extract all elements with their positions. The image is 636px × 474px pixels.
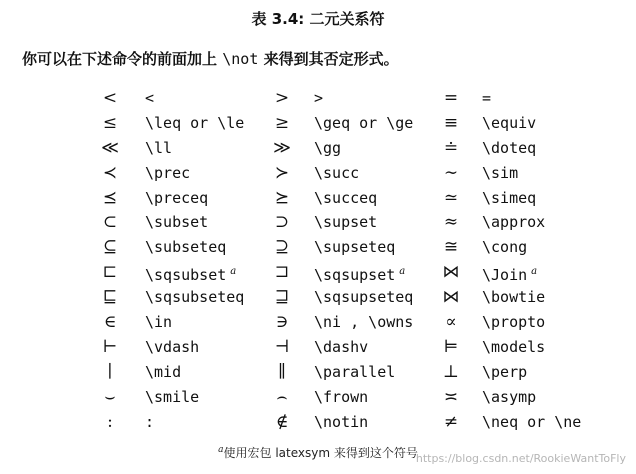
- symbol-command: [145, 285, 244, 309]
- footnote-marker: a: [531, 266, 538, 278]
- symbol-command: [314, 136, 341, 160]
- symbol-command: [145, 360, 181, 384]
- symbol-row: [0, 161, 636, 186]
- symbol-glyph: ⊥: [443, 361, 459, 382]
- command-text: \models: [482, 337, 546, 356]
- symbol-command: [145, 210, 208, 234]
- symbol-glyph: ⊑: [102, 287, 118, 308]
- command-text: \propto: [482, 313, 546, 332]
- symbol-glyph: ≃: [443, 187, 459, 208]
- command-text: \smile: [145, 387, 200, 406]
- symbol-command: [482, 161, 518, 185]
- command-text: \succ: [314, 163, 360, 182]
- symbol-command: [145, 86, 154, 110]
- symbol-command: [314, 161, 359, 185]
- command-text: \notin: [314, 412, 369, 431]
- command-text: \Join: [482, 266, 528, 285]
- command-text: \parallel: [314, 362, 396, 381]
- symbol-command: [482, 360, 527, 384]
- table-title: 表 3.4: 二元关系符: [251, 10, 385, 28]
- symbol-glyph: ≅: [443, 237, 459, 258]
- symbol-glyph: ⊣: [274, 336, 290, 357]
- command-text: \asymp: [482, 387, 537, 406]
- command-text: \frown: [314, 387, 369, 406]
- footnote-marker: a: [399, 266, 406, 278]
- symbol-command: [145, 410, 154, 434]
- command-text: \gg: [314, 138, 342, 157]
- symbol-glyph: ∋: [275, 312, 289, 333]
- command-text: \supset: [314, 213, 378, 232]
- symbol-row: [0, 235, 636, 260]
- symbol-command: [482, 86, 491, 110]
- symbol-glyph: ≺: [102, 162, 118, 183]
- command-text: \perp: [482, 362, 528, 381]
- symbol-row: [0, 335, 636, 360]
- symbol-command: [482, 111, 536, 135]
- command-text: >: [314, 89, 324, 107]
- footnote-marker: a: [218, 445, 224, 455]
- symbol-row: [0, 186, 636, 211]
- intro-suffix: 来得到其否定形式。: [263, 50, 399, 68]
- symbol-command: [482, 210, 545, 234]
- symbol-glyph: ∼: [443, 162, 459, 183]
- command-text: \doteq: [482, 138, 537, 157]
- symbol-row: [0, 136, 636, 161]
- symbol-command: [314, 260, 405, 287]
- command-text: \subseteq: [145, 238, 227, 257]
- symbol-command: [314, 335, 368, 359]
- symbol-glyph: ⋈: [442, 262, 460, 283]
- symbol-command: [482, 335, 545, 359]
- symbol-glyph: :: [107, 411, 113, 432]
- symbol-command: [482, 410, 581, 434]
- command-text: \sqsupset: [314, 266, 396, 285]
- symbol-glyph: ∝: [445, 312, 457, 333]
- symbol-glyph: ⊃: [274, 212, 290, 233]
- command-text: \sqsubseteq: [145, 288, 245, 307]
- command-text: \supseteq: [314, 238, 396, 257]
- symbol-row: [0, 385, 636, 410]
- relation-symbols-table: [0, 86, 636, 434]
- symbol-glyph: <: [102, 88, 118, 108]
- symbol-row: [0, 285, 636, 310]
- command-text: \preceq: [145, 188, 209, 207]
- symbol-command: [314, 410, 368, 434]
- symbol-row: [0, 260, 636, 285]
- command-text: \geq or \ge: [314, 113, 414, 132]
- symbol-command: [314, 310, 413, 334]
- symbol-glyph: ≻: [274, 162, 290, 183]
- command-text: \leq or \le: [145, 113, 245, 132]
- symbol-command: [314, 285, 413, 309]
- symbol-command: [482, 136, 536, 160]
- intro-command: \not: [222, 50, 259, 68]
- symbol-row: [0, 86, 636, 111]
- symbol-row: [0, 410, 636, 435]
- watermark: https://blog.csdn.net/RookieWantToFly: [415, 452, 626, 465]
- command-text: \in: [145, 313, 173, 332]
- symbol-command: [482, 285, 545, 309]
- symbol-glyph: ⊒: [274, 287, 290, 308]
- symbol-command: [314, 186, 377, 210]
- command-text: \subset: [145, 213, 209, 232]
- command-text: \prec: [145, 163, 191, 182]
- symbol-glyph: ≍: [443, 386, 459, 407]
- symbol-glyph: ⪰: [274, 187, 290, 208]
- symbol-command: [314, 210, 377, 234]
- symbol-command: [145, 335, 199, 359]
- symbol-command: [145, 186, 208, 210]
- command-text: \approx: [482, 213, 546, 232]
- symbol-glyph: ≈: [443, 212, 459, 233]
- command-text: <: [145, 89, 155, 107]
- symbol-row: [0, 310, 636, 335]
- symbol-glyph: ≤: [102, 112, 118, 133]
- symbol-command: [145, 310, 172, 334]
- symbol-glyph: ⊂: [102, 212, 118, 233]
- symbol-glyph: >: [274, 88, 290, 108]
- symbol-command: [482, 385, 536, 409]
- symbol-glyph: ⌢: [276, 386, 288, 407]
- intro-prefix: 你可以在下述命令的前面加上: [22, 50, 218, 68]
- symbol-glyph: =: [443, 88, 459, 108]
- command-text: \neq or \ne: [482, 412, 582, 431]
- symbol-glyph: ⊢: [102, 336, 118, 357]
- command-text: \vdash: [145, 337, 200, 356]
- symbol-command: [145, 260, 236, 287]
- symbol-command: [145, 235, 226, 259]
- symbol-glyph: ∣: [107, 361, 113, 382]
- command-text: :: [145, 412, 155, 431]
- symbol-glyph: ∥: [278, 361, 286, 382]
- symbol-command: [314, 385, 368, 409]
- symbol-glyph: ∉: [275, 411, 289, 432]
- command-text: =: [482, 89, 492, 107]
- footnote-text: 使用宏包 latexsym 来得到这个符号: [223, 446, 418, 460]
- symbol-glyph: ⊨: [443, 336, 459, 357]
- symbol-command: [145, 385, 199, 409]
- symbol-glyph: ∈: [103, 312, 117, 333]
- command-text: \cong: [482, 238, 528, 257]
- symbol-glyph: ⊆: [102, 237, 118, 258]
- footnote-marker: a: [230, 266, 237, 278]
- command-text: \mid: [145, 362, 182, 381]
- command-text: \bowtie: [482, 288, 546, 307]
- symbol-command: [482, 186, 536, 210]
- command-text: \simeq: [482, 188, 537, 207]
- command-text: \sqsupseteq: [314, 288, 414, 307]
- symbol-command: [314, 360, 395, 384]
- symbol-command: [314, 86, 323, 110]
- symbol-glyph: ≪: [101, 137, 119, 158]
- command-text: \ll: [145, 138, 173, 157]
- command-text: \dashv: [314, 337, 369, 356]
- symbol-command: [314, 235, 395, 259]
- command-text: \succeq: [314, 188, 378, 207]
- intro-text: [22, 48, 399, 69]
- symbol-glyph: ≫: [273, 137, 291, 158]
- symbol-command: [482, 260, 537, 287]
- symbol-glyph: ⋈: [442, 287, 460, 308]
- symbol-glyph: ⊏: [102, 262, 118, 283]
- symbol-command: [314, 111, 413, 135]
- symbol-glyph: ⊇: [274, 237, 290, 258]
- symbol-glyph: ≥: [274, 112, 290, 133]
- symbol-row: [0, 111, 636, 136]
- symbol-glyph: ⊐: [274, 262, 290, 283]
- symbol-command: [482, 235, 527, 259]
- symbol-row: [0, 210, 636, 235]
- symbol-command: [145, 136, 172, 160]
- symbol-command: [145, 161, 190, 185]
- symbol-glyph: ≡: [443, 112, 459, 133]
- command-text: \equiv: [482, 113, 537, 132]
- command-text: \sqsubset: [145, 266, 227, 285]
- symbol-glyph: ≐: [443, 137, 459, 158]
- symbol-command: [482, 310, 545, 334]
- command-text: \sim: [482, 163, 519, 182]
- command-text: \ni , \owns: [314, 313, 414, 332]
- symbol-command: [145, 111, 244, 135]
- symbol-glyph: ⪯: [102, 187, 118, 208]
- symbol-row: [0, 360, 636, 385]
- symbol-glyph: ≠: [443, 411, 459, 432]
- symbol-glyph: ⌣: [104, 386, 116, 407]
